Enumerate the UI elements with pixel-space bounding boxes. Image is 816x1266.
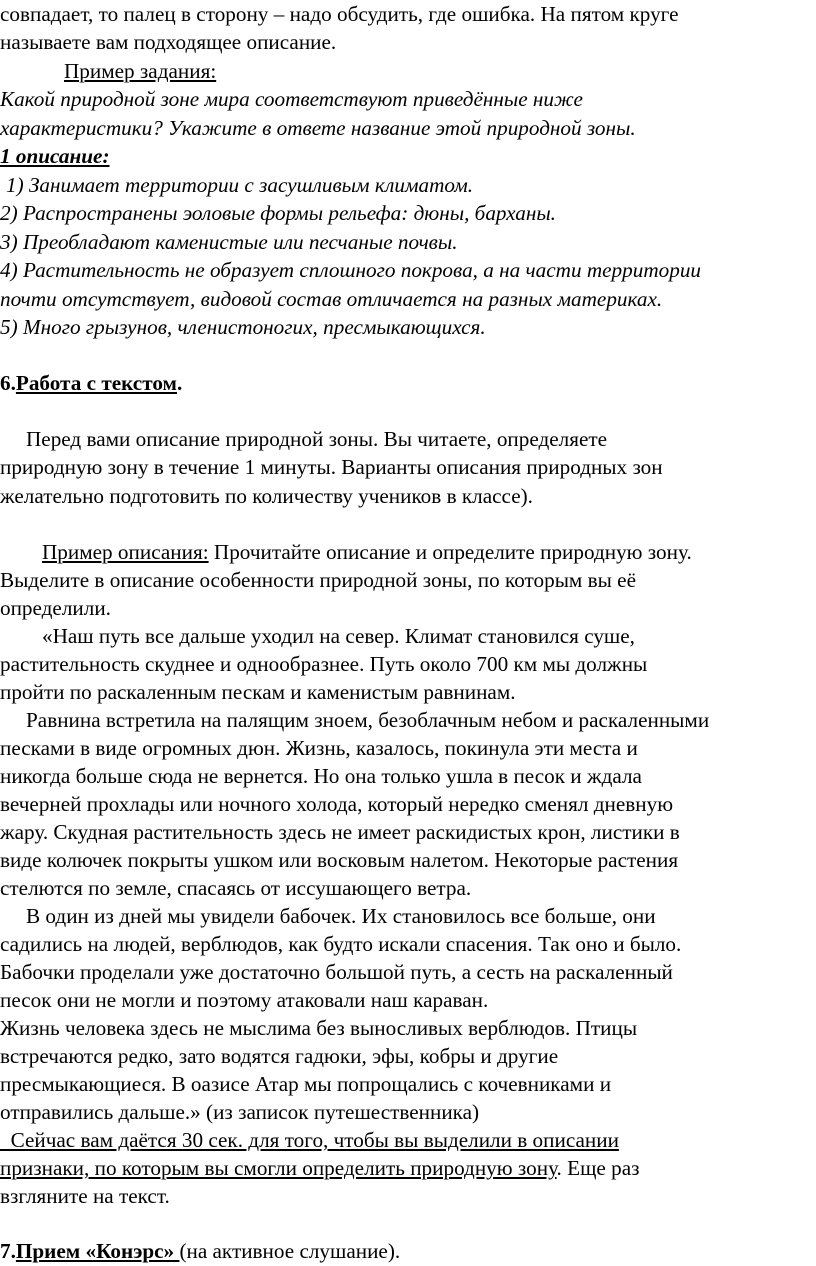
story-line: пройти по раскаленным пескам и каменистым равнинам. <box>0 680 516 704</box>
story-line: встречаются редко, зато водятся гадюки, эфы, кобры и другие <box>0 1044 559 1068</box>
example-description-instruction: Прочитайте описание и определите природную зону. <box>208 540 692 564</box>
task-instruction-line-2 <box>0 1154 639 1182</box>
section-6-para-line-1: Перед вами описание природной зоны. Вы читаете, определяете <box>26 427 608 451</box>
section-6-title-end: . <box>176 371 183 395</box>
story-line: Бабочки проделали уже достаточно большой путь, а сесть на раскаленный <box>0 960 673 984</box>
task-question-line-2: характеристики? Укажите в ответе название этой природной зоны. <box>0 116 636 140</box>
section-6-title: Работа с текстом <box>15 371 177 395</box>
section-6-heading <box>0 369 182 397</box>
story-line: виде колючек покрыты ушком или восковым налетом. Некоторые растения <box>0 848 679 872</box>
story-line: Жизнь человека здесь не мыслима без выносливых верблюдов. Птицы <box>0 1016 638 1040</box>
intro-line-1: совпадает, то палец в сторону – надо обсудить, где ошибка. На пятом круге <box>0 2 679 26</box>
story-line: стелются по земле, спасаясь от иссушающего ветра. <box>0 876 472 900</box>
description-item-1: 1) Занимает территории с засушливым климатом. <box>6 173 474 197</box>
story-line: «Наш путь все дальше уходил на север. Климат становился суше, <box>42 624 635 648</box>
story-line: В один из дней мы увидели бабочек. Их становилось все больше, они <box>26 904 656 928</box>
story-line: Равнина встретила на палящим зноем, безоблачным небом и раскаленными <box>26 708 710 732</box>
task-question-line-1: Какой природной зоне мира соответствуют приведённые ниже <box>0 87 583 111</box>
description-heading: 1 описание: <box>0 144 110 168</box>
task-instruction-line-3: взгляните на текст. <box>0 1184 170 1208</box>
task-instruction-line-1: Сейчас вам даётся 30 сек. для того, чтобы вы выделили в описании <box>0 1128 619 1152</box>
example-description-line-3: определили. <box>0 596 111 620</box>
story-line: отправились дальше.» (из записок путешественника) <box>0 1100 480 1124</box>
story-line: никогда больше сюда не вернется. Но она только ушла в песок и ждала <box>0 764 642 788</box>
intro-line-2: называете вам подходящее описание. <box>0 30 337 54</box>
description-item-5: 5) Много грызунов, членистоногих, пресмыкающихся. <box>0 315 486 339</box>
example-description-line <box>42 538 692 566</box>
example-task-heading: Пример задания: <box>64 59 217 83</box>
story-line: жару. Скудная растительность здесь не имеет раскидистых крон, листики в <box>0 820 680 844</box>
section-6-para-line-2: природную зону в течение 1 минуты. Варианты описания природных зон <box>0 455 663 479</box>
section-6-number: 6. <box>0 371 16 395</box>
story-line: пресмыкающиеся. В оазисе Атар мы попрощались с кочевниками и <box>0 1072 612 1096</box>
story-line: садились на людей, верблюдов, как будто искали спасения. Так оно и было. <box>0 932 682 956</box>
section-7-title: Прием «Конэрс» <box>15 1239 180 1263</box>
example-description-line-2: Выделите в описание особенности природной зоны, по которым вы её <box>0 568 636 592</box>
story-line: песками в виде огромных дюн. Жизнь, казалось, покинула эти места и <box>0 736 638 760</box>
description-item-3: 3) Преобладают каменистые или песчаные почвы. <box>0 230 458 254</box>
description-item-4-cont: почти отсутствует, видовой состав отличается на разных материках. <box>0 287 663 311</box>
section-7-number: 7. <box>0 1239 16 1263</box>
task-instruction-tail: . Еще раз <box>556 1156 640 1180</box>
story-line: вечерней прохлады или ночного холода, который нередко сменял дневную <box>0 792 674 816</box>
description-item-2: 2) Распространены эоловые формы рельефа: дюны, барханы. <box>0 201 556 225</box>
story-line: растительность скуднее и однообразнее. Путь около 700 км мы должны <box>0 652 648 676</box>
story-line: песок они не могли и поэтому атаковали наш караван. <box>0 988 489 1012</box>
section-7-heading <box>0 1237 400 1265</box>
section-6-para-line-3: желательно подготовить по количеству учеников в классе). <box>0 484 533 508</box>
section-7-tail: (на активное слушание). <box>179 1239 401 1263</box>
task-instruction-underlined: признаки, по которым вы смогли определить природную зону <box>0 1156 557 1180</box>
description-item-4: 4) Растительность не образует сплошного покрова, а на части территории <box>0 258 702 282</box>
example-description-label: Пример описания: <box>42 540 209 564</box>
